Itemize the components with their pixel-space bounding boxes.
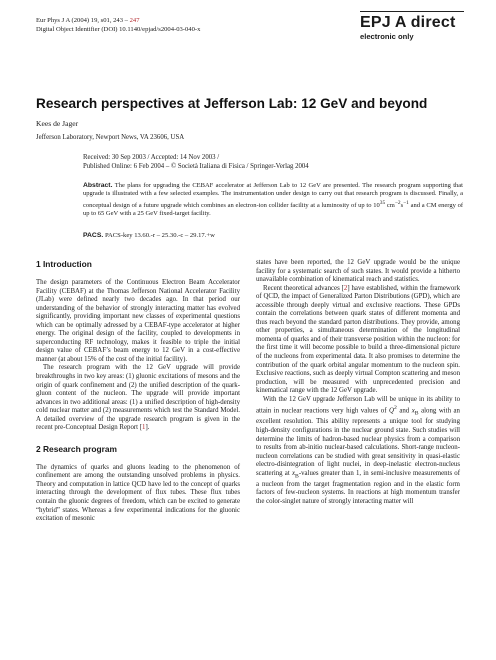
abstract-label: Abstract. (83, 182, 113, 189)
paragraph: The design parameters of the Continuous Electron Beam Accelerator Facility (CEBAF) at the Thomas Jefferson National Accelerator Facility (JLab) were defined nearly two decades ago. In that period our understanding of the behavior of strongly interacting matter has evolved significantly, providing important new classes of experimental questions which can be optimally adressed by a CEBAF-type accelerator at higher energy. The original design of the facility, coupled to developments in superconducting RF technology, makes it feasible to triple the initial design value of CEBAF’s beam energy to 12 GeV in a cost-effective manner (at about 15% of the cost of the initial facility). (36, 279, 240, 363)
paragraph: states have been reported, the 12 GeV upgrade would be the unique facility for a systematic search of such states. It would provide a hitherto unavailable combination of kinematical reach and statistics. (256, 259, 460, 284)
section-heading-research-program: 2 Research program (36, 443, 117, 454)
page-range-link[interactable]: 247 (129, 17, 140, 24)
journal-brand-subtitle: electronic only (360, 32, 414, 41)
journal-brand (360, 11, 464, 41)
paragraph: The research program with the 12 GeV upgrade will provide breakthroughs in two key areas: (1) gluonic excitations of mesons and the origin of quark confinement and (2) the unified description of the quark-gluon content of the nucleon. The upgrade will provide important advances in two additional areas: (1) a unified description of high-density cold nuclear matter and (2) measurements which test the Standard Model. A detailed overview of the upgrade research program is given in the recent pre-Conceptual Design Report [1]. (36, 364, 240, 432)
paragraph: The dynamics of quarks and gluons leading to the phenomenon of confinement are among the outstanding unsolved problems in physics. Theory and computation in lattice QCD have led to the concept of quarks interacting through the development of flux tubes. These flux tubes contain the gluonic degrees of freedom, which can be excited to generate “hybrid” states. Whereas a few experimental indications for the gluonic excitation of mesonic (36, 463, 240, 523)
section-heading-introduction: 1 Introduction (36, 259, 92, 269)
received-line: Received: 30 Sep 2003 / Accepted: 14 Nov 2003 / (83, 154, 220, 161)
doi-line: Digital Object Identifier (DOI) 10.1140/epjad/s2004-03-040-x (36, 25, 201, 33)
left-column (36, 259, 240, 524)
paper-author: Kees de Jager (36, 119, 79, 128)
paper-title: Research perspectives at Jefferson Lab: 12 GeV and beyond (36, 96, 428, 111)
published-line: Published Online: 6 Feb 2004 – © Società Italiana di Fisica / Springer-Verlag 2004 (83, 162, 309, 170)
citation-link[interactable]: 2 (343, 284, 348, 292)
paragraph: Recent theoretical advances [2] have established, within the framework of QCD, the impact of Generalized Parton Distributions (GPD), which are accessible through deeply virtual and exclusive reactions. These GPDs contain the correlations between quark states of different momenta and thus reach beyond the standard parton distributions. They provide, among other properties, a simultaneous determination of the longitudinal momenta of quarks and of their transverse position within the nucleon: for the first time it will become possible to build a three-dimensional picture of the nucleons from experimental data. It also promises to determine the contribution of the quark orbital angular momentum to the nucleon spin. Exclusive reactions, such as deeply virtual Compton scattering and meson production, will be measured with unprecedented precision and kinematical range with the 12 GeV upgrade. (256, 284, 460, 395)
right-column (256, 259, 460, 506)
citation-link[interactable]: 1 (142, 424, 146, 432)
publication-dates (83, 154, 309, 171)
pacs-codes: PACS. PACS-key 13.60.-r – 25.30.-c – 29.17.+w (83, 232, 215, 239)
journal-brand-title: EPJ A direct (360, 14, 456, 31)
journal-citation-line: Eur Phys J A (2004) 19, s01, 243 – 247 (36, 17, 140, 24)
abstract: Abstract. The plans for upgrading the CEBAF accelerator at Jefferson Lab to 12 GeV are presented. The research program supporting that upgrade is illustrated with a few selected examples. The instrumentation under design to carry out that research program is discussed. Finally, a conceptual design of a future upgrade which combines an electron-ion collider facility at a luminosity of up to $10^{35}$ $cm^{-2}s^{-1}$ and a CM energy of up to 65 GeV with a 25 GeV fixed-target facility. (83, 182, 463, 218)
paragraph: With the 12 GeV upgrade Jefferson Lab will be unique in its ability to attain in nuclear reactions very high values of $Q^2$ and $x_B$ along with an excellent resolution. This ability represents a unique tool for studying high-density configurations in the nuclear ground state. Such studies will determine the limits of hadron-based nuclear physics from a comparison to results from ab-initio nuclear-based calculations. Short-range nucleon-nucleon correlations can be studied with great sensitivity in quasi-elastic electro-disintegration of light nuclei, in deep-inelastic electron-nucleus scattering at $x_B$-values greater than 1, in semi-inclusive measurements of a nucleon from the target fragmentation region and in the elastic form factors of few-nucleon systems. In reactions at high momentum transfer the color-singlet nature of strongly interacting matter will (256, 395, 461, 505)
pacs-label: PACS. (83, 232, 104, 239)
paper-affiliation: Jefferson Laboratory, Newport News, VA 23606, USA (36, 134, 185, 141)
journal-header (36, 17, 200, 34)
